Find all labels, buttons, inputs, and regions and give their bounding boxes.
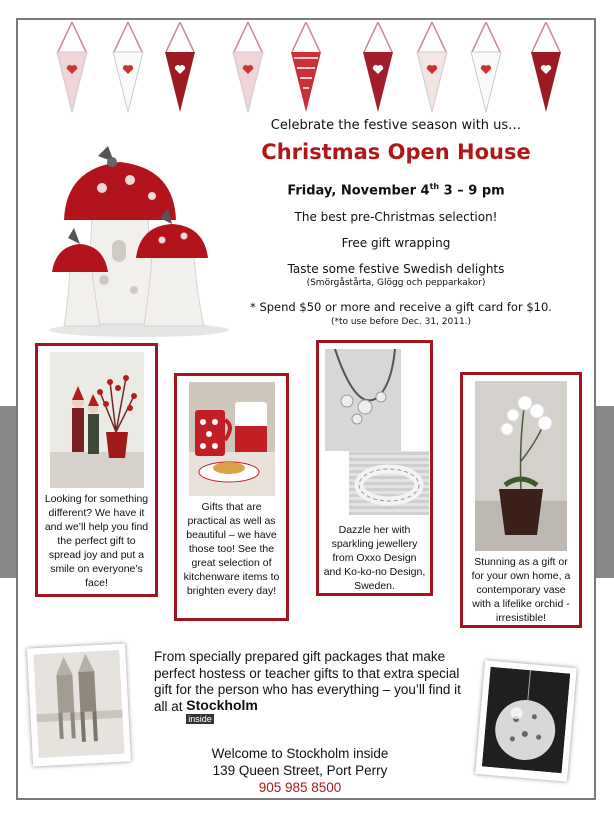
- mugs-photo: [189, 382, 275, 496]
- logo-word: Stockholm: [186, 696, 258, 713]
- address-line: 139 Queen Street, Port Perry: [212, 763, 388, 778]
- pennant: [286, 22, 326, 117]
- stockholm-logo: [186, 696, 258, 724]
- card-caption: Looking for something different? We have it and we’ll help you find the perfect gift to spread joy and put a smile on everyone’s face!: [44, 493, 149, 589]
- pennant: [108, 22, 148, 117]
- mushroom-lantern-image: [44, 140, 234, 340]
- ornament-polaroid: [475, 660, 577, 782]
- bracelet-photo: [349, 451, 429, 515]
- offer-text: * Spend $50 or more and receive a gift card for $10.: [250, 300, 552, 314]
- pennant: [358, 22, 398, 117]
- feature-tasting-sub: (Smörgåstårta, Glögg och pepparkakor): [306, 278, 486, 288]
- event-date-sup: th: [429, 182, 440, 191]
- card-orchid: [460, 372, 582, 628]
- pennant: [228, 22, 268, 117]
- welcome-line: Welcome to Stockholm inside: [211, 746, 389, 761]
- feature-selection: The best pre-Christmas selection!: [294, 210, 498, 224]
- card-gifts: [35, 343, 158, 597]
- card-kitchenware: [174, 373, 289, 621]
- card-jewellery: [316, 340, 433, 596]
- phone-number[interactable]: 905 985 8500: [258, 780, 342, 795]
- pennant: [466, 22, 506, 117]
- pennant: [52, 22, 92, 117]
- gnomes-photo: [33, 650, 124, 758]
- card-caption: Dazzle her with sparkling jewellery from Oxxo Design and Ko-ko-no Design, Sweden.: [323, 524, 426, 592]
- card-caption: Gifts that are practical as well as beautiful – we have those too! See the great selection of kitchenware items to brighten every day!: [183, 501, 280, 597]
- gnomes-polaroid: [27, 644, 131, 767]
- pennant: [160, 22, 200, 117]
- feature-tasting: Taste some festive Swedish delights: [287, 262, 505, 276]
- card-caption: Stunning as a gift or for your own home, a contemporary vase with a lifelike orchid - irresistible!: [471, 556, 571, 624]
- ornament-photo: [482, 667, 570, 774]
- necklace-photo: [325, 349, 401, 451]
- footer-paragraph-text: From specially prepared gift packages that make perfect hostess or teacher gifts to that extra special gift for the person who has everything – you’ll find it all at: [154, 649, 461, 714]
- page-title: Christmas Open House: [261, 140, 531, 164]
- event-date: [236, 182, 556, 198]
- event-date-text: Friday, November 4: [287, 183, 430, 199]
- feature-gift-wrap: Free gift wrapping: [341, 236, 451, 250]
- santa-figures-photo: [50, 352, 144, 488]
- offer-note: (*to use before Dec. 31, 2011.): [330, 317, 472, 327]
- orchid-photo: [475, 381, 567, 551]
- event-time-text: 3 – 9 pm: [439, 183, 505, 199]
- intro-line: Celebrate the festive season with us…: [270, 118, 522, 133]
- footer-paragraph: [154, 649, 474, 724]
- logo-sub: inside: [188, 713, 212, 724]
- pennant: [526, 22, 566, 117]
- pennant: [412, 22, 452, 117]
